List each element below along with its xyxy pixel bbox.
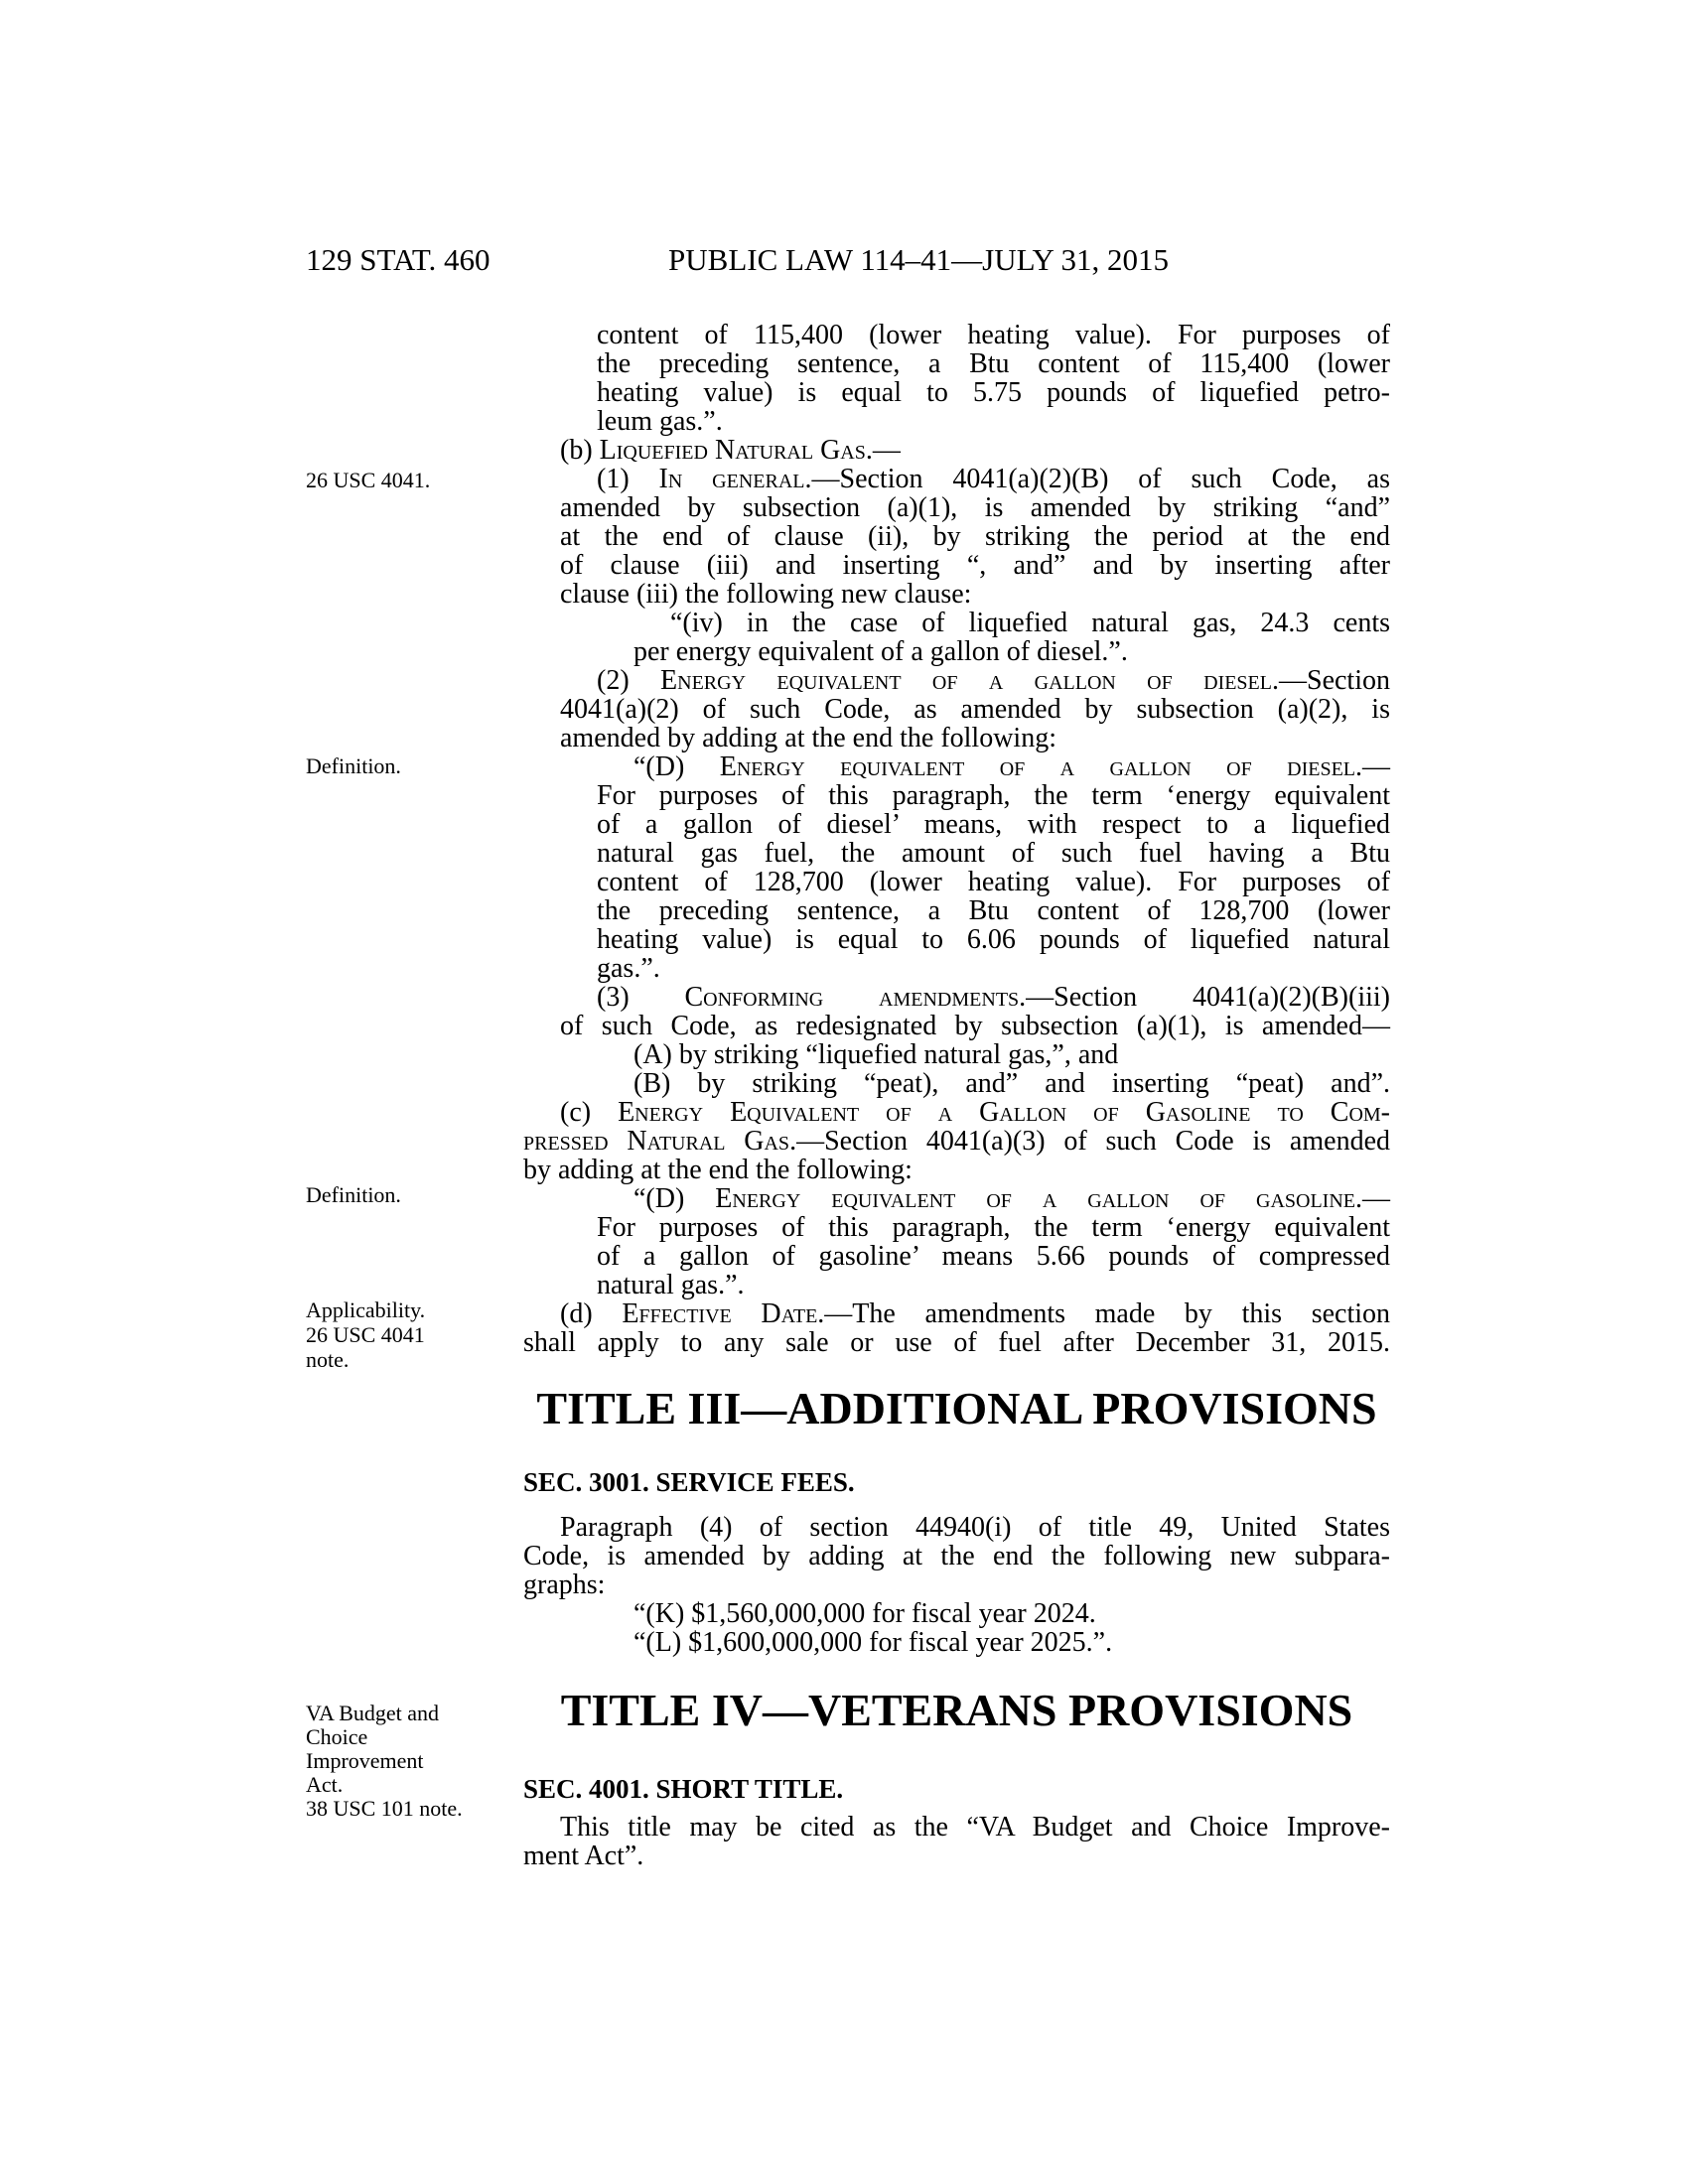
page-number: 129 STAT. 460 — [306, 242, 491, 277]
text-line: content of 115,400 (lower heating value). For purposes of — [597, 320, 1390, 350]
margin-note-line: Definition. — [306, 1182, 401, 1207]
text-line: (b) Liquefied Natural Gas.— — [560, 435, 901, 466]
margin-note-va-budget — [306, 1702, 504, 1821]
margin-note-line: 26 USC 4041. — [306, 468, 431, 492]
text-line: (d) Effective Date.—The amendments made by this section — [560, 1298, 1391, 1329]
text-line: clause (iii) the following new clause: — [560, 579, 972, 610]
text-line: (A) by striking “liquefied natural gas,”, and — [633, 1039, 1119, 1070]
margin-note-usc-4041 — [306, 468, 504, 492]
margin-note-line: Improvement — [306, 1748, 424, 1773]
text-line: natural gas.”. — [597, 1270, 745, 1300]
sec-3001-text — [523, 1513, 1390, 1657]
text-line: (B) by striking “peat), and” and inserting “peat) and”. — [633, 1068, 1390, 1099]
text-line: graphs: — [523, 1570, 606, 1600]
text-line: gas.”. — [597, 953, 660, 984]
text-line: For purposes of this paragraph, the term ‘energy equivalent — [597, 780, 1390, 811]
margin-note-line: note. — [306, 1347, 350, 1372]
text-line: content of 128,700 (lower heating value). For purposes of — [597, 867, 1390, 897]
margin-note-line: 26 USC 4041 — [306, 1322, 425, 1347]
text-line: heating value) is equal to 5.75 pounds of liquefied petro- — [597, 377, 1390, 408]
text-line: of a gallon of diesel’ means, with respect to a liquefied — [597, 809, 1390, 840]
text-line: of a gallon of gasoline’ means 5.66 pounds of compressed — [597, 1241, 1390, 1272]
text-line: pressed Natural Gas.—Section 4041(a)(3) of such Code is amended — [523, 1126, 1390, 1157]
running-head: PUBLIC LAW 114–41—JULY 31, 2015 — [668, 242, 1169, 277]
text-line: “(K) $1,560,000,000 for fiscal year 2024. — [633, 1598, 1096, 1629]
text-line: Paragraph (4) of section 44940(i) of title 49, United States — [560, 1512, 1390, 1543]
text-line: of such Code, as redesignated by subsection (a)(1), is amended— — [560, 1011, 1390, 1041]
margin-note-line: Applicability. — [306, 1297, 426, 1322]
statute-body-text — [523, 321, 1390, 1357]
text-line: leum gas.”. — [597, 406, 723, 437]
text-line: per energy equivalent of a gallon of diesel.”. — [633, 636, 1128, 667]
text-line: of clause (iii) and inserting “, and” and by inserting after — [560, 550, 1390, 581]
text-line: the preceding sentence, a Btu content of 128,700 (lower — [597, 895, 1390, 926]
text-line: heating value) is equal to 6.06 pounds of liquefied natural — [597, 924, 1390, 955]
margin-note-definition-1 — [306, 753, 504, 778]
text-line: “(L) $1,600,000,000 for fiscal year 2025.”. — [633, 1627, 1113, 1658]
title-iii-heading: TITLE III—ADDITIONAL PROVISIONS — [536, 1383, 1377, 1433]
text-line: 4041(a)(2) of such Code, as amended by subsection (a)(2), is — [560, 694, 1390, 725]
margin-note-line: 38 USC 101 note. — [306, 1796, 463, 1821]
text-line: amended by subsection (a)(1), is amended by striking “and” — [560, 492, 1390, 523]
sec-4001-text — [523, 1813, 1390, 1870]
margin-note-line: VA Budget and — [306, 1701, 440, 1725]
margin-note-applicability — [306, 1297, 504, 1372]
text-line: (c) Energy Equivalent of a Gallon of Gasoline to Com- — [560, 1097, 1390, 1128]
text-line: at the end of clause (ii), by striking the period at the end — [560, 521, 1390, 552]
title-iv-heading: TITLE IV—VETERANS PROVISIONS — [560, 1685, 1353, 1735]
text-line: (2) Energy equivalent of a gallon of diesel.—Section — [597, 665, 1390, 696]
margin-note-line: Definition. — [306, 753, 401, 778]
sec-4001-heading: SEC. 4001. SHORT TITLE. — [523, 1774, 844, 1804]
text-line: (3) Conforming amendments.—Section 4041(a)(2)(B)(iii) — [597, 982, 1390, 1013]
text-line: This title may be cited as the “VA Budget and Choice Improve- — [560, 1812, 1390, 1843]
text-line: the preceding sentence, a Btu content of 115,400 (lower — [597, 348, 1390, 379]
text-line: natural gas fuel, the amount of such fuel having a Btu — [597, 838, 1390, 869]
text-line: by adding at the end the following: — [523, 1155, 913, 1185]
text-line: “(iv) in the case of liquefied natural gas, 24.3 cents — [670, 608, 1390, 638]
margin-note-line: Act. — [306, 1772, 344, 1797]
text-line: amended by adding at the end the following: — [560, 723, 1056, 753]
sec-3001-heading: SEC. 3001. SERVICE FEES. — [523, 1467, 855, 1497]
text-line: shall apply to any sale or use of fuel after December 31, 2015. — [523, 1327, 1390, 1358]
text-line: “(D) Energy equivalent of a gallon of diesel.— — [633, 751, 1390, 782]
text-line: (1) In general.—Section 4041(a)(2)(B) of such Code, as — [597, 464, 1390, 494]
text-line: “(D) Energy equivalent of a gallon of gasoline.— — [633, 1183, 1390, 1214]
margin-note-definition-2 — [306, 1182, 504, 1207]
text-line: For purposes of this paragraph, the term ‘energy equivalent — [597, 1212, 1390, 1243]
margin-note-line: Choice — [306, 1724, 368, 1749]
text-line: ment Act”. — [523, 1841, 644, 1871]
text-line: Code, is amended by adding at the end the following new subpara- — [523, 1541, 1390, 1571]
